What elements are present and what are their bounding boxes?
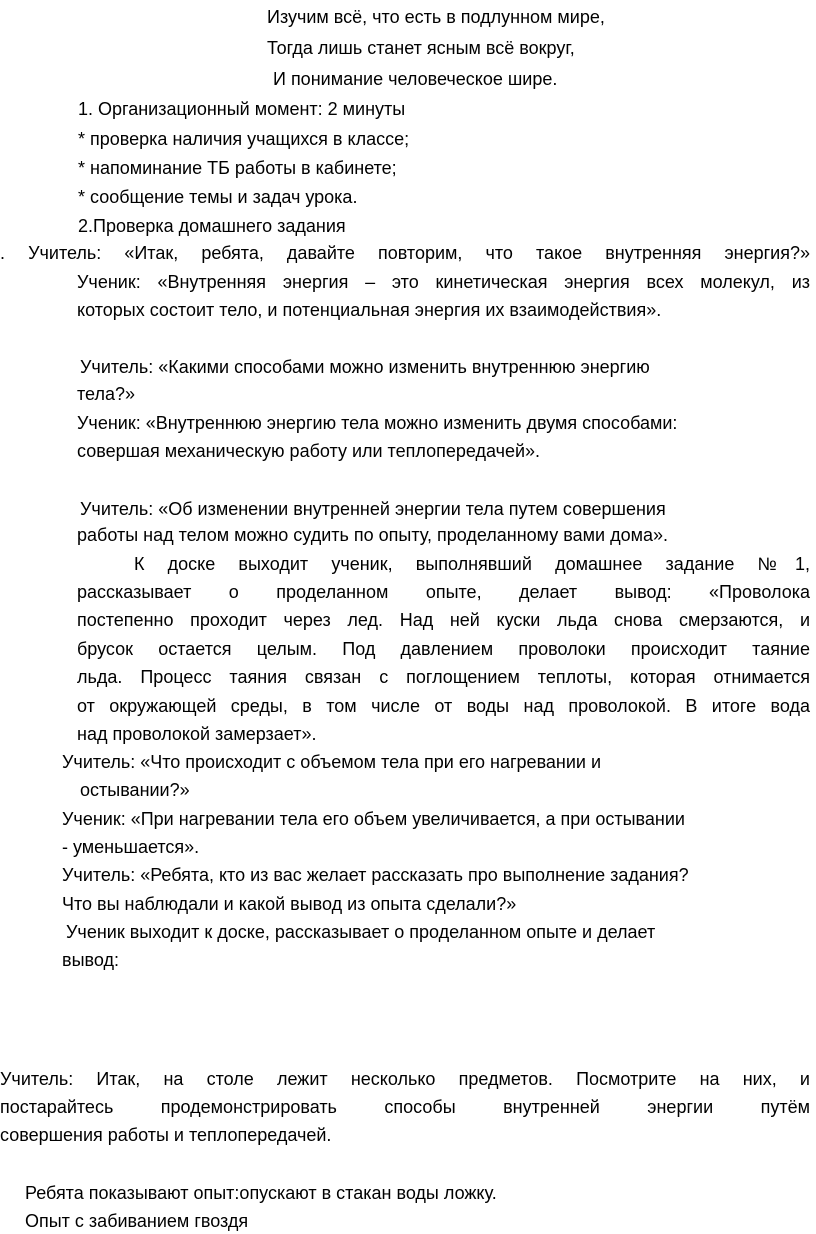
paragraph-line: Учитель: Итак, на столе лежит несколько предметов. Посмотрите на них, и (0, 1069, 810, 1089)
bullet-item: * напоминание ТБ работы в кабинете; (78, 158, 397, 178)
paragraph-line: Ребята показывают опыт:опускают в стакан воды ложку. (25, 1183, 497, 1203)
epigraph-line-3: И понимание человеческое шире. (273, 69, 558, 89)
dialogue-line: - уменьшается». (62, 837, 200, 857)
paragraph-line: от окружающей среды, в том числе от воды над проволокой. В итоге вода (77, 696, 810, 716)
section-heading-1: 1. Организационный момент: 2 минуты (78, 99, 406, 119)
dialogue-line: Ученик выходит к доске, рассказывает о проделанном опыте и делает (66, 922, 656, 942)
epigraph-line-2: Тогда лишь станет ясным всё вокруг, (267, 38, 575, 58)
dialogue-line: Что вы наблюдали и какой вывод из опыта сделали?» (62, 894, 517, 914)
dialogue-line: Учитель: «Какими способами можно изменить внутреннюю энергию (80, 357, 650, 377)
paragraph-line: К доске выходит ученик, выполнявший домашнее задание №1, (134, 554, 810, 574)
dialogue-line: Учитель: «Что происходит с объемом тела при его нагревании и (62, 752, 602, 772)
paragraph-line: постепенно проходит через лед. Над ней куски льда снова смерзаются, и (77, 610, 810, 630)
dialogue-line: тела?» (77, 384, 135, 404)
dialogue-line: совершая механическую работу или теплопередачей». (77, 441, 541, 461)
dialogue-line: Ученик: «При нагревании тела его объем увеличивается, а при остывании (62, 809, 685, 829)
section-heading-2: 2.Проверка домашнего задания (78, 216, 346, 236)
bullet-item: * сообщение темы и задач урока. (78, 187, 358, 207)
paragraph-line: рассказывает о проделанном опыте, делает вывод: «Проволока (77, 582, 810, 602)
paragraph-line: постарайтесь продемонстрировать способы внутренней энергии путём (0, 1097, 810, 1117)
epigraph-line-1: Изучим всё, что есть в подлунном мире, (267, 7, 605, 27)
dialogue-line: Ученик: «Внутренняя энергия – это кинетическая энергия всех молекул, из (77, 272, 810, 292)
paragraph-line: брусок остается целым. Под давлением проволоки происходит таяние (77, 639, 810, 659)
dialogue-line: Учитель: «Об изменении внутренней энергии тела путем совершения (80, 499, 666, 519)
paragraph-line: над проволокой замерзает». (77, 724, 317, 744)
dialogue-line: . Учитель: «Итак, ребята, давайте повторим, что такое внутренняя энергия?» (0, 243, 810, 263)
dialogue-line: работы над телом можно судить по опыту, проделанному вами дома». (77, 525, 668, 545)
paragraph-line: совершения работы и теплопередачей. (0, 1125, 332, 1145)
dialogue-line: остывании?» (80, 780, 190, 800)
paragraph-line: Опыт с забиванием гвоздя (25, 1211, 249, 1231)
dialogue-line: которых состоит тело, и потенциальная энергия их взаимодействия». (77, 300, 662, 320)
dialogue-line: Учитель: «Ребята, кто из вас желает рассказать про выполнение задания? (62, 865, 689, 885)
paragraph-line: льда. Процесс таяния связан с поглощением теплоты, которая отнимается (77, 667, 810, 687)
dialogue-line: вывод: (62, 950, 119, 970)
dialogue-line: Ученик: «Внутреннюю энергию тела можно изменить двумя способами: (77, 413, 678, 433)
bullet-item: * проверка наличия учащихся в классе; (78, 129, 410, 149)
